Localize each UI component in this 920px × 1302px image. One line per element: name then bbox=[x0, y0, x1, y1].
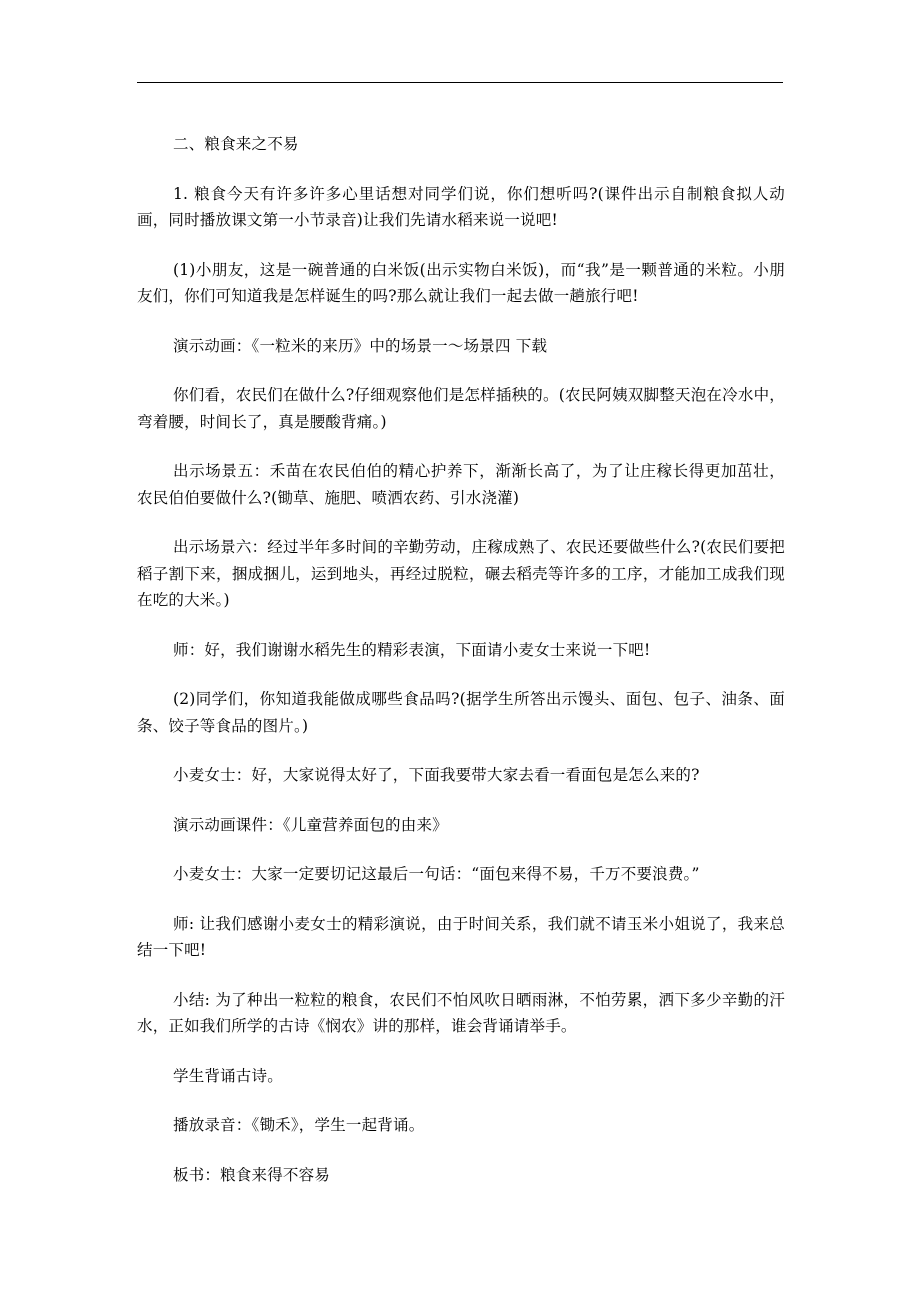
paragraph: (1)小朋友，这是一碗普通的白米饭(出示实物白米饭)，而“我”是一颗普通的米粒。小朋友们，你们可知道我是怎样诞生的吗?那么就让我们一起去做一趟旅行吧! bbox=[137, 260, 785, 305]
paragraph: 师：好，我们谢谢水稻先生的精彩表演，下面请小麦女士来说一下吧! bbox=[173, 640, 651, 659]
paragraph: 演示动画课件：《儿童营养面包的由来》 bbox=[173, 815, 448, 834]
paragraph: 演示动画：《一粒米的来历》中的场景一～场景四 下载 bbox=[173, 336, 548, 355]
paragraph: 播放录音：《锄禾》，学生一起背诵。 bbox=[173, 1116, 425, 1134]
paragraph: 小麦女士：大家一定要切记这最后一句话：“面包来得不易，千万不要浪费。” bbox=[173, 865, 700, 883]
paragraph: 出示场景五：禾苗在农民伯伯的精心护养下，渐渐长高了，为了让庄稼长得更加茁壮，农民伯伯要做什么?(锄草、施肥、喷洒农药、引水浇灌) bbox=[137, 462, 785, 507]
paragraph: 师: 让我们感谢小麦女士的精彩演说，由于时间关系，我们就不请玉米小姐说了，我来总结一下吧! bbox=[137, 914, 785, 959]
paragraph: 小麦女士：好，大家说得太好了，下面我要带大家去看一看面包是怎么来的? bbox=[173, 766, 700, 784]
paragraph: (2)同学们，你知道我能做成哪些食品吗?(据学生所答出示馒头、面包、包子、油条、面条、饺子等食品的图片。) bbox=[137, 690, 785, 735]
paragraph: 小结: 为了种出一粒粒的粮食，农民们不怕风吹日晒雨淋，不怕劳累，洒下多少辛勤的汗水，正如我们所学的古诗《悯农》讲的那样，谁会背诵请举手。 bbox=[137, 990, 785, 1035]
paragraph: 你们看，农民们在做什么?仔细观察他们是怎样插秧的。(农民阿姨双脚整天泡在冷水中，弯着腰，时间长了，真是腰酸背痛。) bbox=[137, 386, 785, 431]
paragraph: 1. 粮食今天有许多许多心里话想对同学们说，你们想听吗?(课件出示自制粮食拟人动画，同时播放课文第一小节录音)让我们先请水稻来说一说吧! bbox=[137, 184, 785, 229]
header-rule bbox=[137, 82, 783, 83]
paragraph: 出示场景六：经过半年多时间的辛勤劳动，庄稼成熟了、农民还要做些什么?(农民们要把稻子割下来，捆成捆儿，运到地头，再经过脱粒，碾去稻壳等许多的工序，才能加工成我们现在吃的大米。) bbox=[137, 538, 785, 609]
document-body bbox=[137, 131, 785, 1211]
paragraph: 学生背诵古诗。 bbox=[173, 1066, 283, 1085]
section-heading: 二、粮食来之不易 bbox=[173, 135, 299, 153]
paragraph: 板书：粮食来得不容易 bbox=[173, 1165, 331, 1184]
